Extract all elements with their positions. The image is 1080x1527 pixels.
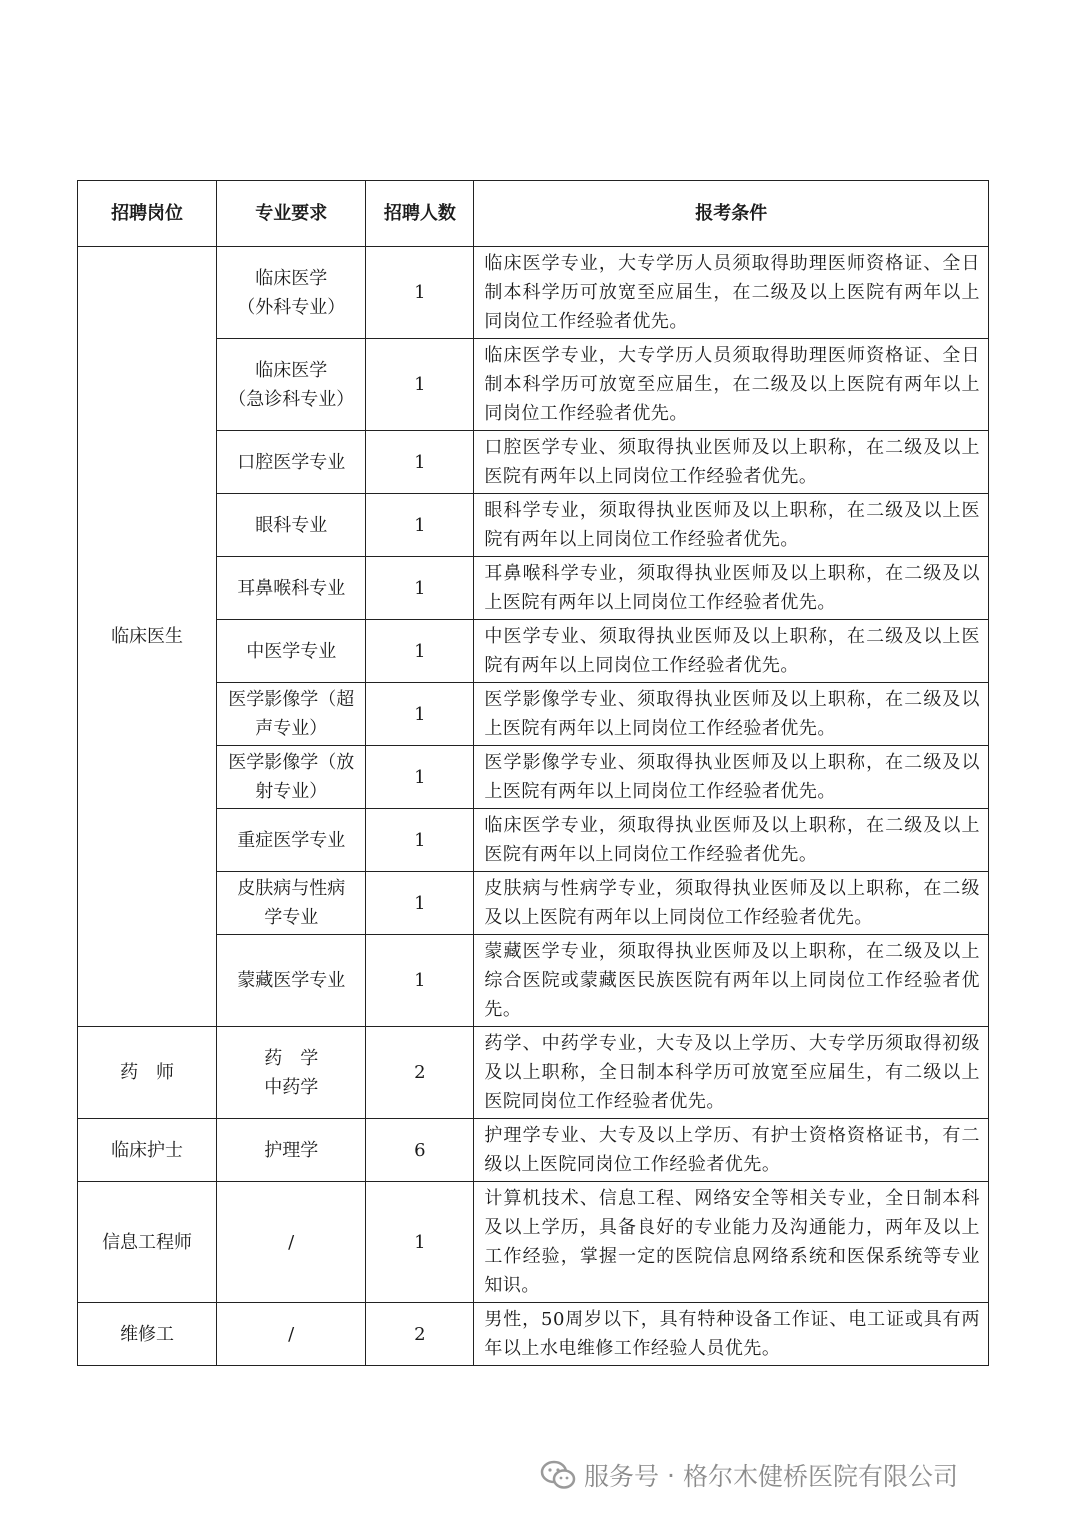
table-row bbox=[78, 1303, 989, 1366]
major-cell: 医学影像学（超 声专业） bbox=[228, 689, 355, 739]
table-row bbox=[78, 1182, 989, 1303]
condition-cell: 中医学专业、须取得执业医师及以上职称，在二级及以上医院有两年以上同岗位工作经验者优先。 bbox=[474, 620, 989, 683]
condition-cell: 耳鼻喉科学专业，须取得执业医师及以上职称，在二级及以上医院有两年以上同岗位工作经验者优先。 bbox=[474, 557, 989, 620]
wechat-service-watermark bbox=[540, 1455, 958, 1495]
count-cell: 1 bbox=[366, 809, 474, 872]
major-cell: 医学影像学（放 射专业） bbox=[228, 752, 355, 802]
condition-cell: 护理学专业、大专及以上学历、有护士资格资格证书，有二级以上医院同岗位工作经验者优先。 bbox=[474, 1119, 989, 1182]
condition-cell: 医学影像学专业、须取得执业医师及以上职称，在二级及以上医院有两年以上同岗位工作经验者优先。 bbox=[474, 746, 989, 809]
condition-cell: 临床医学专业，大专学历人员须取得助理医师资格证、全日制本科学历可放宽至应届生，在二级及以上医院有两年以上同岗位工作经验者优先。 bbox=[474, 247, 989, 339]
major-cell: 皮肤病与性病 学专业 bbox=[237, 878, 346, 928]
header-condition: 报考条件 bbox=[474, 181, 989, 247]
major-cell: 中医学专业 bbox=[246, 640, 337, 662]
major-cell: 眼科专业 bbox=[255, 514, 328, 536]
count-cell: 1 bbox=[366, 247, 474, 339]
count-cell: 1 bbox=[366, 935, 474, 1027]
position-cell: 临床护士 bbox=[78, 1119, 217, 1182]
wechat-icon bbox=[540, 1460, 576, 1490]
condition-cell: 蒙藏医学专业，须取得执业医师及以上职称，在二级及以上综合医院或蒙藏医民族医院有两年以上同岗位工作经验者优先。 bbox=[474, 935, 989, 1027]
count-cell: 1 bbox=[366, 431, 474, 494]
count-cell: 1 bbox=[366, 1182, 474, 1303]
major-cell: 口腔医学专业 bbox=[237, 451, 346, 473]
header-count: 招聘人数 bbox=[366, 181, 474, 247]
condition-cell: 男性，50周岁以下，具有特种设备工作证、电工证或具有两年以上水电维修工作经验人员优先。 bbox=[474, 1303, 989, 1366]
count-cell: 1 bbox=[366, 683, 474, 746]
condition-cell: 口腔医学专业、须取得执业医师及以上职称，在二级及以上医院有两年以上同岗位工作经验者优先。 bbox=[474, 431, 989, 494]
condition-cell: 计算机技术、信息工程、网络安全等相关专业，全日制本科及以上学历，具备良好的专业能力及沟通能力，两年及以上工作经验，掌握一定的医院信息网络系统和医保系统等专业知识。 bbox=[474, 1182, 989, 1303]
major-cell: 护理学 bbox=[264, 1139, 319, 1161]
watermark-prefix: 服务号 bbox=[584, 1462, 660, 1491]
count-cell: 2 bbox=[366, 1027, 474, 1119]
major-cell: 重症医学专业 bbox=[237, 829, 346, 851]
major-cell: / bbox=[288, 1231, 295, 1253]
header-major: 专业要求 bbox=[217, 181, 366, 247]
count-cell: 1 bbox=[366, 339, 474, 431]
watermark-separator: · bbox=[667, 1460, 675, 1490]
watermark-account-name: 格尔木健桥医院有限公司 bbox=[682, 1462, 958, 1491]
condition-cell: 临床医学专业，须取得执业医师及以上职称，在二级及以上医院有两年以上同岗位工作经验者优先。 bbox=[474, 809, 989, 872]
header-position: 招聘岗位 bbox=[78, 181, 217, 247]
position-cell: 信息工程师 bbox=[78, 1182, 217, 1303]
major-cell: 药 学 中药学 bbox=[264, 1047, 319, 1098]
condition-cell: 临床医学专业，大专学历人员须取得助理医师资格证、全日制本科学历可放宽至应届生，在二级及以上医院有两年以上同岗位工作经验者优先。 bbox=[474, 339, 989, 431]
major-cell: 耳鼻喉科专业 bbox=[237, 577, 346, 599]
position-cell: 维修工 bbox=[78, 1303, 217, 1366]
count-cell: 1 bbox=[366, 746, 474, 809]
count-cell: 1 bbox=[366, 494, 474, 557]
count-cell: 1 bbox=[366, 872, 474, 935]
count-cell: 1 bbox=[366, 620, 474, 683]
count-cell: 1 bbox=[366, 557, 474, 620]
major-cell: / bbox=[288, 1323, 295, 1345]
recruitment-table bbox=[77, 180, 989, 1366]
major-cell: 临床医学 （外科专业） bbox=[237, 267, 346, 318]
major-cell: 临床医学 （急诊科专业） bbox=[228, 359, 355, 410]
count-cell: 2 bbox=[366, 1303, 474, 1366]
position-cell: 临床医生 bbox=[78, 247, 217, 1027]
recruitment-table-container bbox=[77, 180, 989, 1366]
condition-cell: 药学、中药学专业，大专及以上学历、大专学历须取得初级及以上职称，全日制本科学历可放宽至应届生，有二级以上医院同岗位工作经验者优先。 bbox=[474, 1027, 989, 1119]
table-row bbox=[78, 1027, 989, 1119]
condition-cell: 眼科学专业，须取得执业医师及以上职称，在二级及以上医院有两年以上同岗位工作经验者优先。 bbox=[474, 494, 989, 557]
count-cell: 6 bbox=[366, 1119, 474, 1182]
position-cell: 药 师 bbox=[78, 1027, 217, 1119]
condition-cell: 皮肤病与性病学专业，须取得执业医师及以上职称，在二级及以上医院有两年以上同岗位工作经验者优先。 bbox=[474, 872, 989, 935]
condition-cell: 医学影像学专业、须取得执业医师及以上职称，在二级及以上医院有两年以上同岗位工作经验者优先。 bbox=[474, 683, 989, 746]
major-cell: 蒙藏医学专业 bbox=[237, 970, 346, 991]
table-row bbox=[78, 247, 989, 339]
table-row bbox=[78, 1119, 989, 1182]
table-header-row bbox=[78, 181, 989, 247]
